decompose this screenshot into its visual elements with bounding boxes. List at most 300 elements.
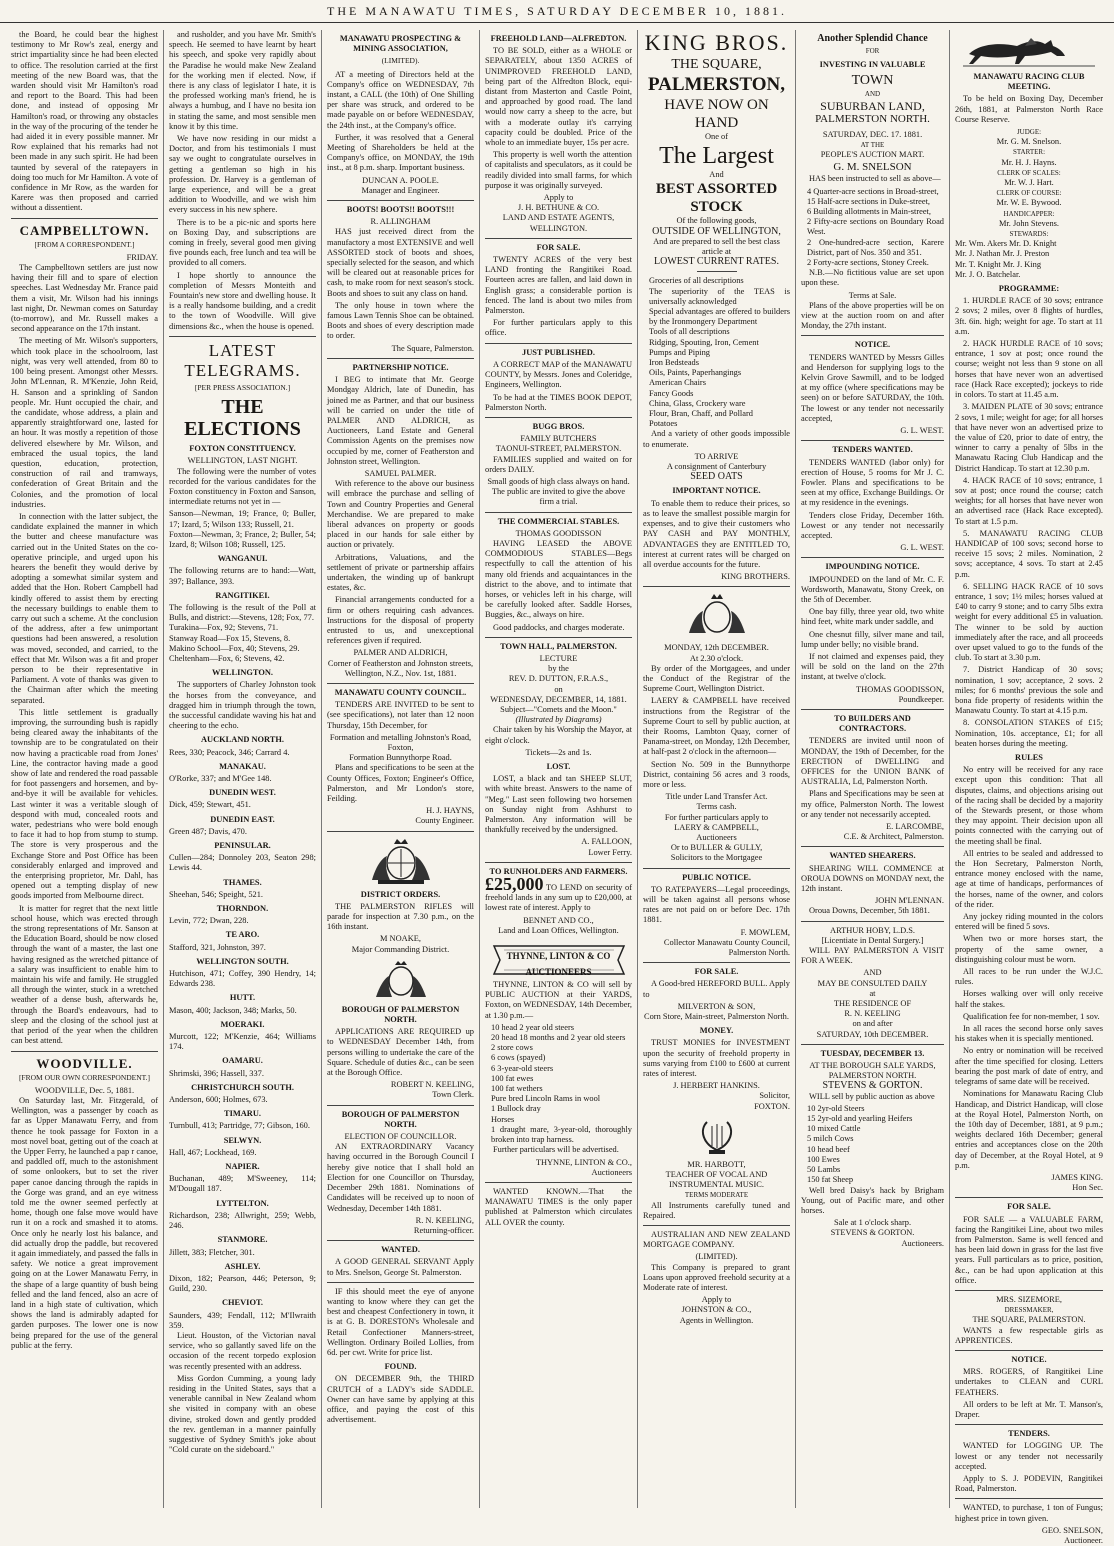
- result-line: Stafford, 321, Johnston, 397.: [169, 942, 266, 952]
- ad-heading: FREEHOLD LAND—ALFREDTON.: [490, 34, 627, 43]
- list-item: Special advantages are offered to builders by the Ironmongery Department: [649, 307, 790, 327]
- ad-text: By order of the Mortgagees, and under the Conduct of the Registrar of the Supreme Court, Wellington District.: [643, 663, 790, 694]
- lot-list: [801, 187, 944, 269]
- divider: [327, 683, 474, 684]
- ad-text: To be had at the TIMES BOOK DEPOT, Palmerston North.: [485, 392, 632, 412]
- signature: GEO. SNELSON,: [1041, 1525, 1103, 1535]
- ad-item: (LIMITED).: [695, 1252, 738, 1262]
- divider: [327, 1282, 474, 1283]
- divider: [955, 1290, 1103, 1291]
- ad-text: No entry will be received for any race except upon this condition: That all disputes, claims, and objections arising out of the racing shall be decided by a majority of the Stewards present, or those whom they may appoint. Their decision upon all points connected with the carrying out of the meeting shall be final.: [955, 765, 1103, 846]
- signature: THYNNE, LINTON & CO.,: [535, 1157, 632, 1167]
- ad-heading: TENDERS WANTED.: [832, 445, 913, 455]
- ad-item: by the: [548, 664, 569, 674]
- result-line: O'Rorke, 337; and M'Gee 148.: [169, 773, 272, 783]
- result-line: Foxton—Newman, 3; France, 2; Buller, 54; Izard, 8; Wilson 108; Russell, 125.: [169, 529, 316, 549]
- divider: [955, 1350, 1103, 1351]
- list-item: 4 Quarter-acre sections in Broad-street,: [807, 186, 939, 196]
- divider: [643, 1225, 790, 1226]
- result-line: Buchanan, 489; M'Sweeney, 114; M'Dougall 187.: [169, 1174, 316, 1194]
- ad-text: Arbitrations, Valuations, and the settlement of private or partnership affairs undertaken, the winding up of bankrupt estates, &c.: [327, 552, 474, 593]
- signature: DUNCAN A. POOLE.: [362, 175, 439, 185]
- divider: [485, 238, 632, 239]
- result-line: Levin, 772; Dwan, 228.: [169, 916, 249, 926]
- official-title: STARTER:: [1012, 148, 1046, 157]
- race-item: 1. HURDLE RACE of 30 sovs; entrance 2 sovs; 2 miles, over 8 flights of hurdles, 3ft. 6in. high; weight for age. To start at 11 a.m.: [955, 296, 1103, 336]
- king-bros-line: And: [709, 170, 724, 180]
- ad-subheading: FAMILY BUTCHERS: [520, 434, 597, 444]
- subheading: WELLINGTON SOUTH.: [196, 956, 289, 966]
- ad-item: PEOPLE'S AUCTION MART.: [820, 150, 925, 160]
- ad-item: Terms at Sale.: [848, 290, 897, 300]
- signature-title: C.E. & Architect, Palmerston.: [843, 832, 944, 842]
- result-line: Cullen—284; Donnoley 203, Seaton 298; Lewis 44.: [169, 853, 316, 873]
- article-text: We have now residing in our midst a Doctor, and from his testimonials I must say we ought to congratulate ourselves in getting a gentleman so high in his profession. Dr. Harvey is a gentleman of large experience, and will be a great addition to Woodville, and we wish him every success in his new sphere.: [169, 134, 316, 215]
- ad-text: IMPOUNDED on the land of Mr. C. F. Wordsworth, Manawatu, Stony Creek, on the 5th of December.: [801, 574, 944, 604]
- section-heading: CAMPBELLTOWN.: [19, 222, 150, 238]
- race-item: 4. HACK RACE of 10 sovs; entrance, 1 sov at post; once round the course; catch weights; for all horses that have never won an advertised race (Hack Race excepted). To start at 1.5 p.m.: [955, 475, 1103, 526]
- ad-text: All entries to be sealed and addressed to the Hon Secretary, Palmerston North, entrance money enclosed with the name, age at time of handicaps, performances of the horses, name of the owner, and colors of the rider.: [955, 848, 1103, 909]
- ad-text: WANTED for LOGGING UP. The lowest or any tender not necessarily accepted.: [955, 1441, 1103, 1471]
- list-item: 2 Forty-acre sections, Stoney Creek.: [807, 258, 929, 268]
- ad-heading: FOUND.: [384, 1362, 417, 1372]
- ad-heading: MANAWATU COUNTY COUNCIL.: [334, 687, 467, 697]
- dateline: WELLINGTON, LAST NIGHT.: [187, 456, 298, 466]
- result-line: Hutchison, 471; Coffey, 390 Hendry, 14; Edwards 238.: [169, 969, 316, 989]
- column-2: [164, 30, 322, 1508]
- list-item: 2 Fifty-acre sections on Boundary Road West.: [807, 217, 944, 237]
- subheading: WELLINGTON.: [211, 668, 274, 678]
- list-item: 6 Building allotments in Main-street,: [807, 207, 931, 217]
- signature-title: County Engineer.: [415, 816, 474, 826]
- list-item: 15 2yr-old and yearling Heifers: [807, 1114, 913, 1124]
- article-text: The Campbelltown settlers are just now having their fill and to spare of election speeches. Last Wednesday Mr. France paid them a visit, Mr. Wilson had his innings last night, Dr. Newman comes on Saturday (to-morrow), and Mr. Russell makes a second appearance on the 17th instant.: [11, 263, 158, 334]
- list-item: The superiority of the TEAS is universally acknowledged: [649, 286, 790, 306]
- divider: [955, 1498, 1103, 1499]
- ad-text: Plans and Specifications may be seen at my office, Palmerston North. The lowest or any tender not necessarily accepted.: [801, 789, 944, 819]
- divider: [485, 512, 632, 513]
- ad-heading: TO RUNHOLDERS AND FARMERS.: [489, 866, 628, 876]
- list-item: 6 3-year-old steers: [491, 1063, 554, 1073]
- column-5: [638, 30, 796, 1508]
- result-line: Mason, 400; Jackson, 348; Marks, 50.: [169, 1005, 297, 1015]
- byline: [FROM A CORRESPONDENT.]: [34, 239, 135, 249]
- column-4: [480, 30, 638, 1508]
- subheading: STANMORE.: [217, 1235, 268, 1245]
- signature-title: Hon Sec.: [1072, 1183, 1103, 1193]
- ad-item: TERMS MODERATE: [684, 1191, 749, 1200]
- result-line: Makino School—Fox, 40; Stevens, 29.: [169, 643, 300, 653]
- ad-heading: PARTNERSHIP NOTICE.: [352, 362, 449, 372]
- ad-text: LOST, a black and tan SHEEP SLUT, with white breast. Answers to the name of "Meg." Last seen following two horsemen on Sunday night from Ashhurst to Palmerston. Any information will be thankfully received by the undersigned.: [485, 774, 632, 835]
- divider: [485, 417, 632, 418]
- ad-text: WANTED, to purchase, 1 ton of Fungus; highest price in town given.: [955, 1503, 1103, 1523]
- ad-item: (Illustrated by Diagrams): [515, 715, 602, 725]
- signature: M NOAKE,: [380, 934, 421, 944]
- ad-item: at: [869, 988, 876, 998]
- ad-text: To be held on Boxing Day, December 26th, 1881, at Palmerston North Race Course Reserve.: [955, 94, 1103, 124]
- official-title: JUDGE:: [1016, 128, 1042, 137]
- ad-text: All orders to be left at Mr. T. Manson's, Draper.: [955, 1399, 1103, 1419]
- ad-text: With reference to the above our business will embrace the purchase and selling of Town and Country Properties and General Merchandise. We are prepared to make liberal advances on property or goods placed in our hands for sale either by auction or privately.: [327, 479, 474, 550]
- subheading: RANGITIKEI.: [215, 590, 270, 600]
- ad-text: The only house in town where the famous Lawn Tennis Shoe can be obtained. Boots and shoes of every description made to order.: [327, 300, 474, 341]
- ad-text: Tenders close Friday, December 16th. Lowest or any tender not necessarily accepted.: [801, 510, 944, 540]
- ad-text: Chair taken by his Worship the Mayor, at eight o'clock.: [485, 725, 632, 745]
- official-title: CLERK OF COURSE:: [996, 189, 1062, 198]
- ad-item: on and after: [852, 1019, 893, 1029]
- subheading: MANAKAU.: [219, 761, 266, 771]
- king-bros-line: OUTSIDE OF WELLINGTON,: [652, 225, 781, 237]
- ad-text: Further particulars will be advertised.: [493, 1145, 619, 1155]
- ad-subheading: ELECTION OF COUNCILLOR.: [344, 1132, 457, 1142]
- column-6: [796, 30, 950, 1508]
- signature: JAMES KING.: [1051, 1172, 1103, 1182]
- signature-title: Solicitor,: [759, 1091, 790, 1101]
- subheading: DUNEDIN EAST.: [210, 814, 275, 824]
- royal-crest-icon: [682, 591, 752, 639]
- list-item: Tools of all descriptions: [649, 327, 730, 337]
- ad-heading: TO BUILDERS AND CONTRACTORS.: [834, 713, 911, 734]
- divider: [801, 335, 944, 336]
- article-text: It is matter for regret that the next little school house, which was erected through the strong representations of Mr. Sanson at the Education Board, should be now closed through the want of a master, the last one having resigned as the wretched pittance of a salary was insufficient to enable him to maintain his wife and family. He struggled all through the winter, stuck in a wretched weather of a dense bush, afterwards he, through the Board's endeavours, had to sleep and the closing of the school just at that period of the year when the children can best attend.: [11, 903, 158, 1046]
- ad-heading: NOTICE.: [1011, 1354, 1047, 1364]
- byline: [FROM OUR OWN CORRESPONDENT.]: [18, 1072, 151, 1082]
- race-item: 5. MANAWATU RACING CLUB HANDICAP of 100 sovs; second horse to receive 15 sovs; 2 miles. Nomination, 2 sovs; acceptance, 4 sovs. To start at 2.45 p.m.: [955, 528, 1103, 579]
- result-line: Anderson, 600; Holmes, 673.: [169, 1095, 268, 1105]
- list-item: 1 Bullock dray: [491, 1104, 541, 1114]
- ad-text: IF this should meet the eye of anyone wanting to know where they can get the best and cheapest Confectionery in town, it is at G. B. DORESTON's Wholesale and Retail Confectioner Manners-street, Wellington. Ordinary Boiled Lollies, from 6d. per cwt. Write for price list.: [327, 1286, 474, 1357]
- ad-heading: IMPOUNDING NOTICE.: [825, 562, 920, 572]
- ad-heading: FOR SALE.: [694, 967, 739, 977]
- result-line: Sanson—Newman, 19; France, 0; Buller, 17; Izard, 5; Wilson 133; Russell, 21.: [169, 509, 316, 529]
- ad-item: Sale at 1 o'clock sharp.: [833, 1218, 912, 1228]
- ad-text: HAS just received direct from the manufactory a most EXTENSIVE and well ASSORTED stock of boots and shoes, specially selected for the season, and which will be cleared out at reasonable prices for cash, to make room for next season's stock. Boots and shoes to suit any class on hand.: [327, 227, 474, 298]
- list-item: Pumps and Piping: [649, 347, 710, 357]
- ad-text: This property is well worth the attention of capitalists and speculators, as it could be readily divided into small farms, for which purpose it was originally surveyed.: [485, 150, 632, 190]
- king-bros-line: HAVE NOW ON HAND: [664, 97, 769, 131]
- ad-item: Small goods of high class always on hand.: [487, 476, 630, 486]
- ad-text: TENDERS WANTED by Messrs Gilles and Henderson for supplying logs to the Kelvin Grove Sawmill, and to be lodged at my office (where specifications may be seen) on or before SATURDAY, the 10th. The lowest or any tender not necessarily accepted,: [801, 352, 944, 423]
- signature: STEVENS & GORTON.: [830, 1228, 915, 1238]
- list-item: Groceries of all descriptions: [649, 276, 744, 286]
- signature: MILVERTON & SON,: [677, 1001, 756, 1011]
- signature-title: Auctioneers: [591, 1167, 632, 1177]
- ad-text: TENDERS ARE INVITED to be sent to (see specifications), not later than 12 noon Thursday, 15th December, for: [327, 700, 474, 730]
- ad-text: For further particulars apply to this office.: [485, 318, 632, 338]
- ad-heading: WANTED SHEARERS.: [829, 851, 916, 861]
- ad-name: G. M. SNELSON: [833, 161, 912, 174]
- divider: [485, 343, 632, 344]
- king-bros-town: PALMERSTON,: [647, 74, 786, 95]
- list-item: Ridging, Spouting, Iron, Cement: [649, 337, 759, 347]
- list-item: Oils, Paints, Paperhangings: [649, 368, 742, 378]
- divider: [11, 218, 158, 219]
- ad-text: AT a meeting of Directors held at the Company's office on WEDNESDAY, 7th instant, a CALL (the 10th) of One Shilling per share was struck, and ordered to be made payable on or before WEDNESDAY, the 24th inst., at the Company's office.: [327, 69, 474, 130]
- divider: [801, 440, 944, 441]
- list-item: 2 One-hundred-acre section, Karere District, part of Nos. 350 and 351.: [807, 237, 944, 257]
- divider: [485, 637, 632, 638]
- subheading: LYTTELTON.: [216, 1198, 269, 1208]
- signature-title: Land and Loan Offices, Wellington.: [498, 925, 619, 935]
- ad-item: Formation and metalling Johnston's Road, Foxton,: [329, 732, 472, 752]
- list-item: Iron Bedsteads: [649, 358, 700, 368]
- ad-heading: TUESDAY, DECEMBER 13.: [820, 1048, 925, 1058]
- masthead: THE MANAWATU TIMES, SATURDAY DECEMBER 10, 1881.: [0, 0, 1114, 23]
- stock-list: [801, 1104, 944, 1186]
- ad-text: Well bred Daisy's hack by Brigham Young, out of Pacific mare, and other horses.: [801, 1185, 944, 1215]
- ad-item: WEDNESDAY, DECEMBER, 14, 1881.: [490, 694, 627, 704]
- ad-heading: BOOTS! BOOTS!! BOOTS!!!: [346, 205, 455, 215]
- lyre-icon: [695, 1116, 739, 1156]
- ad-heading: MANAWATU RACING CLUB MEETING.: [973, 72, 1085, 92]
- subheading: AUCKLAND NORTH.: [201, 735, 284, 745]
- ad-text: A GOOD GENERAL SERVANT Apply to Mrs. Snelson, George St. Palmerston.: [327, 1257, 474, 1277]
- official-title: CLERK OF SCALES:: [997, 168, 1061, 177]
- ad-heading: IMPORTANT NOTICE.: [672, 486, 761, 496]
- subheading: PENINSULAR.: [214, 841, 271, 850]
- stock-list: [485, 1023, 632, 1145]
- ad-text: AUSTRALIAN AND NEW ZEALAND MORTGAGE COMPANY.: [643, 1230, 790, 1250]
- auction-date: MONDAY, 12th DECEMBER.: [664, 643, 769, 653]
- race-item: 6. SELLING HACK RACE of 10 sovs entrance, 1 sov; 1½ miles; horses valued at £40 to carry 9 stone; and to carry 5lbs extra weight for every additional £5 in valuation. The winner to be sold by auction immediately after the race, and all proceeds over upset valued to go to the funds of the club. To start at 3.30 p.m.: [955, 581, 1103, 663]
- subheading: ASHLEY.: [224, 1261, 261, 1271]
- ad-item: Apply to: [543, 193, 574, 203]
- ad-text: WILL PAY PALMERSTON A VISIT FOR A WEEK.: [801, 946, 944, 966]
- ad-address: THE SQUARE, PALMERSTON.: [972, 1315, 1086, 1325]
- ad-text: TO BE SOLD, either as a WHOLE or SEPARATELY, about 1350 ACRES of UNIMPROVED FREEHOLD LAND, being part of the Alfredton Block, equi-distant from Masterton and Castle Point, and approached by good road. The land would now carry a sheep to the acre, but with a moderate outlay it's carrying capacity could be doubled. Price of the whole to an immediate buyer, 15s per acre.: [485, 46, 632, 148]
- steward-line: Mr. J. Nathan Mr. J. Preston: [955, 249, 1050, 259]
- ad-text: Oroua Downs, December, 5th 1881.: [809, 906, 930, 916]
- king-bros-stock: BEST ASSORTED STOCK: [655, 181, 778, 216]
- list-item: 15 Half-acre sections in Duke-street,: [807, 196, 931, 206]
- article-text: The meeting of Mr. Wilson's supporters, which took place in the schoolroom, last night, was very well attended, from 80 to 100 being present. Amongst other Messrs. John M'Lennan, R. M'Kenzie, John Reid, H. Sanson and a sprinkling of Sandon people. Mr. Hunt occupied the chair, and the candidate, whose address, a plain and apparently straightforward one, lasted for an hour. It was mostly a repetition of those delivered elsewhere by Mr. Wilson, and embraced the usual topics, the land question, education, protection, construction of rail and tramways, confederation of Great Britain and the Colonies, and the promotion of local industries.: [11, 336, 158, 509]
- signature-title: Collector Manawatu County Council, Palmerston North.: [663, 937, 790, 957]
- ad-text: Qualification fee for non-member, 1 sov.: [963, 1011, 1100, 1021]
- ad-heading: BUGG BROS.: [532, 421, 585, 431]
- ad-item: Title under Land Transfer Act.: [665, 792, 768, 802]
- article-text: the Board, he could bear the highest testimony to Mr Row's zeal, energy and strict impartiality since he had been elected to office. The resolution carried at the first meeting of the new Board was, that the warden should visit Mr Hamilton's road and report to the Board. This had been done, and instead of opposing Mr Hamilton's road, or throwing any obstacles in the way of the procuring of the tender he had aided it in every possible manner. Mr Row explained that his remarks had not been made in any such spirit. He had been taunted by several of the ratepayers in doing too much for Mr Hamilton. A vote of confidence in Mr Row, as the warden for Karere was then proposed and carried without a dissentient.: [11, 30, 158, 213]
- ad-text: TO RATEPAYERS—Legal proceedings, will be taken against all persons whose rates are not paid on or before Dec. 17th 1881.: [643, 884, 790, 925]
- ad-text: WANTS a few respectable girls as APPRENTICES.: [955, 1325, 1103, 1345]
- columns: [6, 30, 1108, 1546]
- signature: G. L. WEST.: [900, 426, 944, 436]
- result-line: Richardson, 238; Allwright, 259; Webb, 246.: [169, 1210, 316, 1231]
- ad-text: Nominations for Manawatu Racing Club Handicap, and District Handicap, will close at the Royal Hotel, Palmerston North, on the 10th day of December, 1881, at 9 p.m.; weights declared 16th December; general entries and acceptances close on the 20th day of December, at the Royal Hotel, at 9 p.m.: [955, 1089, 1103, 1170]
- list-item: Horses: [491, 1114, 515, 1124]
- signature: E. LARCOMBE,: [886, 822, 944, 831]
- divider: [643, 586, 790, 587]
- divider: [169, 336, 316, 337]
- result-line: Stanway Road—Fox 15, Stevens, 8.: [169, 633, 291, 643]
- divider: [327, 358, 474, 359]
- ad-item: The public are invited to give the above firm a trial.: [491, 487, 626, 507]
- list-item: 50 Lambs: [807, 1165, 841, 1175]
- race-item: 8. CONSOLATION STAKES of £15; Nomination, 10s. acceptance, £1; for all beaten horses during the meeting.: [955, 718, 1103, 748]
- ad-address: Corner of Featherston and Johnston streets, Wellington, N.Z., Nov. 1st, 1881.: [327, 658, 474, 678]
- king-bros-line: THE SQUARE,: [671, 57, 762, 72]
- ad-text: Plans and specifications to be seen at the County Offices, Foxton; Engineer's Office, Palmerston, and Mr London's store, Feilding.: [327, 763, 474, 804]
- ad-item: TO ARRIVE: [694, 451, 739, 461]
- ad-item: THE RESIDENCE OF: [833, 999, 912, 1009]
- ad-name: MR. HARBOTT,: [687, 1159, 746, 1169]
- divider: [327, 200, 474, 201]
- divider: [801, 846, 944, 847]
- ad-text: TO LEND on security of freehold lands in any sum up to £20,000, at lowest rate of interest. Apply to: [485, 883, 632, 913]
- king-bros-line: LOWEST CURRENT RATES.: [654, 256, 779, 268]
- signature: LAERY & CAMPBELL,: [674, 822, 759, 832]
- subheading: SELWYN.: [223, 1135, 262, 1145]
- king-bros-line: And are prepared to sell the best class article at: [653, 236, 780, 257]
- divider: [801, 921, 944, 922]
- king-bros-largest: The Largest: [659, 143, 774, 170]
- signature: KING BROTHERS.: [721, 572, 790, 582]
- divider: [643, 868, 790, 869]
- ad-text: This Company is prepared to grant Loans upon approved freehold security at a Moderate rate of interest.: [643, 1262, 790, 1293]
- list-item: Fancy Goods: [649, 388, 694, 398]
- result-line: Saunders, 439; Fendall, 112; M'Ilwraith 359.: [169, 1310, 316, 1330]
- ad-text: No entry or nomination will be received after the time specified for closing. Letters bearing the post mark of date of entry, and telegrams of same date will be received.: [955, 1046, 1103, 1087]
- byline: [PER PRESS ASSOCIATION.]: [194, 382, 291, 392]
- ad-text: TRUST MONIES for INVESTMENT upon the security of freehold property in sums varying from £100 to £600 at current rates of interest.: [643, 1038, 790, 1079]
- ad-item: FOR: [865, 47, 880, 56]
- divider: [801, 709, 944, 710]
- ad-heading: LOST.: [546, 762, 571, 771]
- result-line: Dixon, 182; Pearson, 446; Peterson, 9; Guild, 230.: [169, 1273, 316, 1294]
- divider: [955, 1197, 1103, 1198]
- ad-text: Horses walking over will only receive half the stakes.: [955, 989, 1103, 1009]
- signature: JOHNSTON & CO.,: [681, 1305, 752, 1315]
- ad-text: I BEG to intimate that Mr. George Mondgay Aldrich, late of Dunedin, has joined me as Partner, and that our business will be carried on under the title of PALMER AND ALDRICH, as Auctioneers, Land Estate and General Commission Agents on the premises now occupied by me, corner of Featherston and Johnston street, Wellington.: [327, 375, 474, 466]
- ad-heading: INVESTING IN VALUABLE: [819, 60, 926, 70]
- ad-heading: DISTRICT ORDERS.: [360, 889, 441, 899]
- ad-text: ON DECEMBER 9th, the THIRD CRUTCH of a LADY's side SADDLE. Owner can have same by applying at this office, and paying the cost of this advertisement.: [327, 1374, 474, 1425]
- official-title: STEWARDS:: [1009, 230, 1049, 239]
- thynne-banner-text: THYNNE, LINTON & CO AUCTIONEERS: [506, 951, 611, 978]
- ad-text: In all races the second horse only saves his stakes when it is specially mentioned.: [955, 1024, 1103, 1044]
- headline-elections: THE ELECTIONS: [184, 396, 301, 441]
- ad-name: THOMAS GOODISSON: [515, 528, 602, 538]
- king-bros-title: KING BROS.: [644, 30, 789, 55]
- steward-line: Mr. J. O. Batchelar.: [955, 269, 1021, 279]
- article-text: The following were the number of votes recorded for the various candidates for the Foxton constituency in Foxton and Sanson, intermediate returns not yet in —: [169, 466, 316, 507]
- subheading: TIMARU.: [224, 1109, 261, 1119]
- ad-text: All Instruments carefully tuned and Repaired.: [643, 1200, 790, 1220]
- subheading: CHRISTCHURCH SOUTH.: [191, 1082, 294, 1092]
- ad-text: TENDERS are invited until noon of MONDAY, the 19th of December, for the ERECTION of DWELLING and OFFICES for the UNION BANK of AUSTRALIA, Ld, Palmerston North.: [801, 736, 944, 787]
- ad-item: SEED OATS: [690, 471, 743, 483]
- ad-heading: MONEY.: [699, 1026, 734, 1036]
- ad-heading: RULES: [1015, 753, 1043, 762]
- signature: H. J. HAYNS,: [426, 806, 474, 816]
- sale-date: SATURDAY, DEC. 17. 1881.: [822, 129, 923, 139]
- signature: F. MOWLEM,: [740, 927, 790, 937]
- subheading: THAMES.: [223, 877, 262, 887]
- goods-list: [643, 276, 790, 429]
- section-heading: LATEST TELEGRAMS.: [184, 340, 301, 380]
- signature: R. N. KEELING,: [415, 1215, 474, 1225]
- divider: [11, 1051, 158, 1052]
- ad-heading: BOROUGH OF PALMERSTON NORTH.: [341, 1004, 460, 1025]
- column-1: [6, 30, 164, 1508]
- signature: SAMUEL PALMER.: [364, 468, 437, 478]
- signature: J. H. BETHUNE & CO.: [517, 203, 600, 213]
- article-text: and rusholder, and you have Mr. Smith's speech. He seemed to have learnt by heart his speech, and spoke very rapidly about the Paradise he would make New Zealand for the working men if elected. Now, if there is any class of legislator I hate, it is the professed working man's friend, he is always a humbug, and I have no besita ion in stating the same, and most sensible men know it by this time.: [169, 30, 316, 131]
- list-item: Pure bred Lincoln Rams in wool: [491, 1094, 601, 1104]
- ad-item: [Licentiate in Dental Surgery.]: [821, 935, 924, 945]
- ad-item: MAY BE CONSULTED DAILY: [817, 978, 928, 988]
- signature-title: Auctioneers: [696, 832, 737, 842]
- ad-item: Apply to: [701, 1295, 732, 1305]
- divider: [485, 862, 632, 863]
- ad-name: R. ALLINGHAM: [370, 217, 431, 227]
- official-name: Mr. G. M. Snelson.: [996, 137, 1062, 147]
- ad-item: Subject—"Comets and the Moon.": [500, 704, 617, 714]
- subheading: TE ARO.: [225, 930, 260, 940]
- ad-item: Formation Bunnythorpe Road.: [349, 753, 452, 763]
- official-name: Mr. W. E. Bywood.: [996, 198, 1062, 208]
- official-name: Mr. H. J. Hayns.: [1001, 157, 1057, 167]
- ad-text: One bay filly, three year old, two white hind feet, white mark under saddle, and: [801, 607, 944, 627]
- ad-item: A consignment of Canterbury: [666, 462, 767, 472]
- ad-text: Further, it was resolved that a General Meeting of Shareholders be held at the Company's office, on MONDAY, the 19th inst., at 8 p.m. sharp. Important business.: [327, 132, 474, 173]
- signature: THOMAS GOODISSON,: [856, 684, 944, 694]
- official-title: HANDICAPPER:: [1003, 209, 1055, 218]
- subheading: DUNEDIN WEST.: [209, 788, 276, 798]
- ad-text: Financial arrangements conducted for a firm or others requiring cash advances. Instructions for the disposal of property entrusted to us, and unexceptional references given if required.: [327, 595, 474, 646]
- signature: PALMER AND ALDRICH,: [353, 648, 448, 658]
- signature: A. FALLOON,: [581, 837, 632, 847]
- signature-title: Major Commanding District.: [351, 944, 450, 954]
- subheading: FOXTON CONSTITUENCY.: [189, 444, 296, 454]
- list-item: 10 mixed Cattle: [807, 1124, 861, 1134]
- signature-title: Solicitors to the Mortgagee: [670, 853, 763, 863]
- ad-text: Good paddocks, and charges moderate.: [493, 622, 625, 632]
- signature-title: Auctioneer.: [1064, 1536, 1103, 1546]
- article-text: In connection with the latter subject, the candidate explained the manner in which the butter and cheese manufacture was carried out in the United States on the co-operative principle, and urged upon his hearers the benefit they would derive by adopting a somewhat similar system and added that the Hon. Robert Campbell had kindly offered to assist them by erecting the necessary buildings to enable them to carry out such a scheme. At the conclusion of the address, after a few unimportant questions had been answered, a resolution was moved, seconded, and carried, to the effect that Mr. Wilson was a fit and proper person to be their representative in Parliament. A vote of thanks was given to the Chairman after which the meeting separated.: [11, 511, 158, 705]
- loan-amount: £25,000: [485, 874, 544, 895]
- ad-item: Tickets—2s and 1s.: [525, 747, 592, 757]
- ad-item: SATURDAY, 10th DECEMBER.: [816, 1029, 929, 1039]
- ad-item: TOWN: [851, 72, 894, 88]
- column-7: [950, 30, 1108, 1546]
- list-item: 10 head 2 year old steers: [491, 1022, 575, 1032]
- ad-item: LECTURE: [539, 653, 578, 663]
- divider: [327, 1105, 474, 1106]
- article-text: There is to be a pic-nic and sports here on Boxing Day, and subscriptions are coming in freely, several good men giving five pounds each, free lunch and tea will be provided to all comers.: [169, 217, 316, 268]
- subheading: NAPIER.: [225, 1162, 260, 1172]
- list-item: 10 head beef: [807, 1144, 850, 1154]
- result-line: Green 487; Davis, 470.: [169, 826, 247, 836]
- ad-text: Any jockey riding mounted in the colors entered will be fined 5 sovs.: [955, 912, 1103, 932]
- result-line: Turakina—Fox, 92; Stevens, 71.: [169, 623, 279, 633]
- article-text: I hope shortly to announce the completion of Messrs Monteith and Fountain's new store and dwelling house. It is a really handsome building, and a credit to the town of Woodville. Will give dimensions &c., when the house is opened.: [169, 270, 316, 331]
- divider: [801, 1044, 944, 1045]
- signature-title: Agents in Wellington.: [679, 1315, 754, 1325]
- divider: [327, 1240, 474, 1241]
- auction-time: At 2.30 o'clock.: [689, 653, 744, 663]
- signature-title: LAND AND ESTATE AGENTS, WELLINGTON.: [502, 213, 615, 233]
- ad-text: THYNNE, LINTON & CO will sell by PUBLIC AUCTION at their YARDS, Foxton, on WEDNESDAY, 14th December, at 1.30 p.m.—: [485, 980, 632, 1020]
- result-line: Dick, 459; Stewart, 451.: [169, 800, 251, 810]
- royal-crest-icon: [366, 836, 436, 886]
- signature-title: Manager and Engineer.: [361, 185, 440, 195]
- divider: [485, 1182, 632, 1183]
- ad-text: FAMILIES supplied and waited on for orders DAILY.: [485, 454, 632, 474]
- signature-title: FOXTON.: [754, 1101, 790, 1111]
- article-text: On Saturday last, Mr. Fitzgerald, of Wellington, was a passenger by coach as far as Upper Manawatu Ferry, and from thence he took passage for Foxton in a most novel boat, getting out of the coach at the Upper Ferry, he launched a pap r canoe, and paddled off, much to the astonishment of some onlookers, but to set the river paper canoe dancing through the rapids in the Gorge was grand, and an eye witness told me the owner seemed perfectly at home, though one false move would have run it on a rock and smashed it to atoms. Once only he nearly lost his balance, and did actually drop the paddle, but recovered it again immediately, and passed the falls in safety. We notice a great improvement going on at the Lower Manawatu Ferry, in the shape of a large quantity of bush being felled and the land fenced, also an acre of land in a high state of cultivation, which shows the land is admirably adapted for garden purposes. The lower one is now being prepared for the use of the general public at the ferry.: [11, 1095, 158, 1350]
- ad-address: TAONUI-STREET, PALMERSTON.: [495, 444, 622, 454]
